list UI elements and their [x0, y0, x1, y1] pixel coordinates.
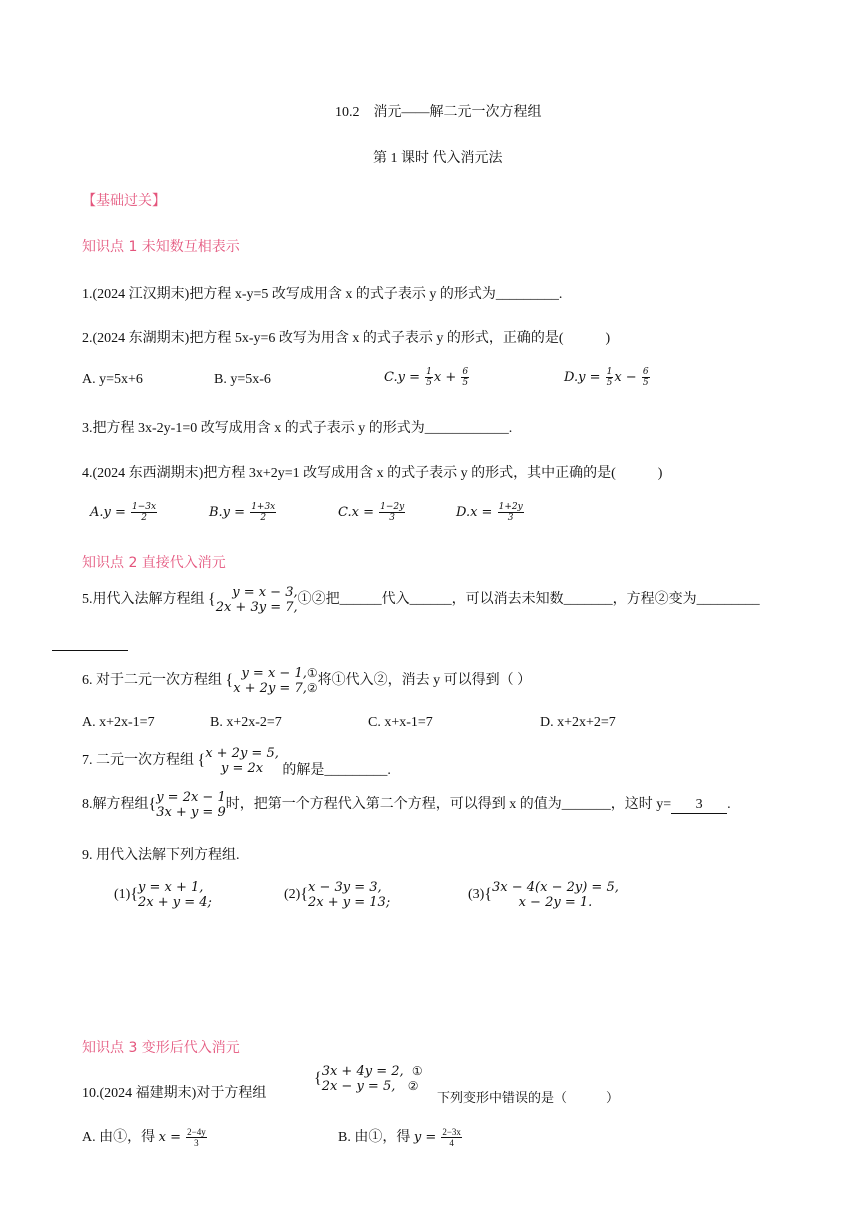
q9-p3-eq1: 3x − 4(x − 2y) = 5,	[492, 880, 619, 895]
q9-p1-label: (1)	[114, 887, 131, 903]
q9-p1-eq2: 2x + y = 4;	[138, 895, 212, 910]
q2-option-d	[564, 367, 651, 388]
q10-b-den: 4	[449, 1138, 454, 1149]
q8-end: .	[727, 797, 731, 813]
q6-suffix: 将①代入②，消去 y 可以得到（ ）	[317, 673, 532, 689]
q6-eq1-row	[241, 666, 317, 681]
q2-option-b: B. y=5x-6	[214, 372, 271, 387]
q10-b-lhs: y =	[413, 1130, 441, 1145]
q4-a-prefix: A.y =	[90, 505, 131, 520]
q2-c-frac2	[461, 367, 469, 388]
question-5	[82, 585, 760, 615]
q7-prefix: 7. 二元一次方程组	[82, 753, 194, 769]
q5-brace: {	[208, 591, 216, 608]
q5-eq2: 2x + 3y = 7,	[215, 600, 298, 615]
q9-p2-eq2: 2x + y = 13;	[308, 895, 391, 910]
q2-d-frac2	[642, 367, 650, 388]
q9-p3-brace: {	[484, 886, 493, 903]
q6-marker-2: ②	[306, 681, 318, 695]
q6-system	[233, 666, 317, 696]
q2-d-frac1-num: 1	[606, 367, 613, 377]
q7-system	[205, 746, 279, 776]
q6-brace: {	[225, 672, 234, 689]
q8-brace: {	[148, 796, 157, 813]
q2-option-c	[384, 367, 470, 388]
q8-eq2: 3x + y = 9	[156, 805, 226, 820]
q10-b-frac	[441, 1127, 462, 1148]
q4-b-den: 2	[260, 513, 267, 523]
q10-option-a	[82, 1126, 208, 1148]
q4-b-prefix: B.y =	[209, 505, 250, 520]
q10-option-b	[338, 1126, 463, 1148]
q4-a-frac	[131, 502, 157, 523]
q10-a-prefix: A. 由①，得	[82, 1130, 156, 1145]
q4-d-den: 3	[507, 513, 514, 523]
section-basic: 【基础过关】	[82, 193, 166, 209]
q8-answer: 3	[671, 797, 727, 814]
q4-c-num: 1−2y	[380, 502, 405, 512]
q9-part-2	[284, 880, 390, 910]
q4-c-prefix: C.x =	[338, 505, 379, 520]
q9-p3-system	[492, 880, 619, 910]
q4-a-num: 1−3x	[132, 502, 157, 512]
q2-option-a: A. y=5x+6	[82, 372, 143, 387]
q2-c-frac1-den: 5	[426, 378, 432, 388]
question-2-stem: 2.(2024 东湖期末)把方程 5x-y=6 改写为用含 x 的式子表示 y 的形式，正确的是( )	[82, 331, 611, 346]
q10-a-frac	[186, 1127, 207, 1148]
q9-p1-eq1: y = x + 1,	[138, 880, 204, 895]
q9-part-3	[468, 880, 619, 910]
q10-eq1: 3x + 4y = 2,	[321, 1064, 404, 1079]
q4-b-frac	[250, 502, 276, 523]
q2-d-prefix: D.y =	[564, 370, 605, 385]
q5-continuation-line	[52, 650, 128, 651]
page-title: 10.2 消元——解二元一次方程组	[335, 105, 542, 120]
q2-c-frac1-num: 1	[426, 367, 432, 377]
q5-eq1: y = x − 3,	[232, 585, 298, 600]
q9-p1-brace: {	[130, 886, 139, 903]
q4-a-den: 2	[141, 513, 147, 523]
q2-d-frac2-num: 6	[642, 367, 649, 377]
q9-p3-eq2: x − 2y = 1.	[518, 895, 593, 910]
q8-mid: 时，把第一个方程代入第二个方程，可以得到 x 的值为_______，这时 y=	[225, 797, 672, 813]
q6-option-b: B. x+2x-2=7	[210, 715, 282, 730]
q5-system	[216, 585, 298, 615]
q4-d-frac	[498, 502, 524, 523]
q2-c-prefix: C.y =	[384, 370, 425, 385]
q10-b-num: 2−3x	[442, 1127, 461, 1138]
q9-part-1	[114, 880, 212, 910]
q9-p2-label: (2)	[284, 887, 301, 903]
q10-brace: {	[314, 1070, 322, 1087]
question-7	[82, 746, 391, 779]
q10-eq2: 2x − y = 5,	[321, 1079, 396, 1094]
q6-eq2-row	[233, 681, 317, 696]
q10-marker-1: ①	[411, 1064, 423, 1078]
q6-option-a: A. x+2x-1=7	[82, 715, 155, 730]
q7-eq2: y = 2x	[220, 761, 264, 776]
q10-b-prefix: B. 由①，得	[338, 1130, 411, 1145]
q2-d-mid: x −	[614, 370, 641, 385]
q10-system-block	[314, 1064, 423, 1094]
q2-c-frac2-den: 5	[462, 378, 469, 388]
q5-prefix: 5.用代入法解方程组	[82, 592, 205, 608]
q6-eq2: x + 2y = 7,	[233, 681, 307, 696]
q6-option-d: D. x+2x+2=7	[540, 715, 616, 730]
q9-p2-brace: {	[300, 886, 309, 903]
question-8	[82, 790, 731, 820]
q5-suffix: ①②把______代入______，可以消去未知数_______，方程②变为_________	[297, 592, 760, 608]
q4-b-num: 1+3x	[251, 502, 276, 512]
q2-d-frac2-den: 5	[642, 378, 649, 388]
q4-option-a	[90, 502, 158, 523]
q2-c-frac2-num: 6	[462, 367, 469, 377]
q9-p3-label: (3)	[468, 887, 485, 903]
q2-d-frac1-den: 5	[606, 378, 613, 388]
question-4-stem: 4.(2024 东西湖期末)把方程 3x+2y=1 改写成用含 x 的式子表示 y 的形式，其中正确的是( )	[82, 466, 663, 481]
q2-c-mid: x +	[433, 370, 461, 385]
q7-suffix: 的解是_________.	[282, 763, 391, 779]
question-6	[82, 666, 531, 696]
q7-brace: {	[197, 752, 206, 769]
q2-c-frac1	[425, 367, 433, 388]
q10-suffix: 下列变形中错误的是（ ）	[437, 1091, 620, 1106]
q2-d-frac1	[606, 367, 614, 388]
q6-option-c: C. x+x-1=7	[368, 715, 433, 730]
q4-option-b	[209, 502, 277, 523]
q4-c-den: 3	[389, 513, 396, 523]
q10-a-num: 2−4y	[187, 1127, 206, 1138]
q9-p1-system	[138, 880, 212, 910]
question-1: 1.(2024 江汉期末)把方程 x-y=5 改写成用含 x 的式子表示 y 的形式为_________.	[82, 287, 563, 302]
q8-prefix: 8.解方程组	[82, 797, 149, 813]
q6-marker-1: ①	[306, 666, 318, 680]
q10-system	[322, 1064, 423, 1094]
q8-eq1: y = 2x − 1	[156, 790, 226, 805]
page-subtitle: 第 1 课时 代入消元法	[373, 151, 503, 166]
q10-eq1-row	[322, 1064, 423, 1079]
question-3: 3.把方程 3x-2y-1=0 改写成用含 x 的式子表示 y 的形式为____________.	[82, 421, 513, 436]
q10-marker-2: ②	[407, 1079, 419, 1093]
q4-c-frac	[379, 502, 405, 523]
q9-p2-eq1: x − 3y = 3,	[308, 880, 382, 895]
q10-eq2-row	[322, 1079, 423, 1094]
q6-eq1: y = x − 1,	[241, 666, 307, 681]
q4-d-num: 1+2y	[498, 502, 523, 512]
q10-a-den: 3	[194, 1138, 199, 1149]
question-10-prefix: 10.(2024 福建期末)对于方程组	[82, 1086, 267, 1101]
q4-option-d	[456, 502, 525, 523]
q10-a-lhs: x =	[158, 1130, 186, 1145]
q4-d-prefix: D.x =	[456, 505, 497, 520]
q6-prefix: 6. 对于二元一次方程组	[82, 673, 222, 689]
knowledge-point-1: 知识点 1 未知数互相表示	[82, 239, 240, 255]
q9-p2-system	[308, 880, 390, 910]
knowledge-point-3: 知识点 3 变形后代入消元	[82, 1040, 240, 1056]
q4-option-c	[338, 502, 406, 523]
q7-eq1: x + 2y = 5,	[205, 746, 279, 761]
question-9-stem: 9. 用代入法解下列方程组.	[82, 848, 240, 863]
knowledge-point-2: 知识点 2 直接代入消元	[82, 555, 226, 571]
q8-system	[156, 790, 226, 820]
